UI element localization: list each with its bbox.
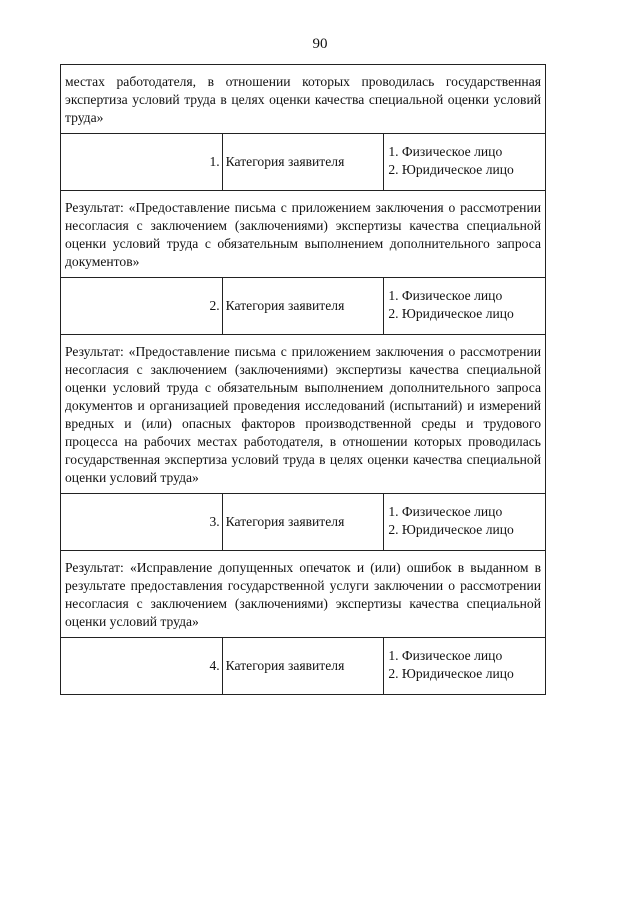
option-individual: 1. Физическое лицо bbox=[388, 648, 503, 663]
option-individual: 1. Физическое лицо bbox=[388, 504, 503, 519]
table-row bbox=[61, 134, 546, 191]
row-number: 1. bbox=[61, 134, 223, 191]
result-description: Результат: «Предоставление письма с приложением заключения о рассмотрении несогласия с заключением (заключениями) экспертизы качества специальной оценки условий труда с обязательным выполнением дополнительного запроса документов» bbox=[61, 191, 546, 278]
applicant-options bbox=[384, 638, 546, 695]
result-description: Результат: «Предоставление письма с приложением заключения о рассмотрении несогласия с заключением (заключениями) экспертизы качества специальной оценки условий труда с обязательным выполнением дополнительного запроса документов и организацией проведения исследований (испытаний) и измерений вредных и (или) опасных факторов производственной среды и трудового процесса на рабочих местах работодателя, в отношении которых проводилась государственная экспертиза условий труда в целях оценки качества специальной оценки условий труда» bbox=[61, 335, 546, 494]
row-number: 4. bbox=[61, 638, 223, 695]
result-description: местах работодателя, в отношении которых проводилась государственная экспертиза условий труда в целях оценки качества специальной оценки условий труда» bbox=[61, 65, 546, 134]
applicant-options bbox=[384, 494, 546, 551]
table-row bbox=[61, 551, 546, 638]
applicant-category-label: Категория заявителя bbox=[222, 638, 384, 695]
page-number: 90 bbox=[312, 36, 328, 52]
applicant-category-table bbox=[60, 64, 546, 695]
table-row bbox=[61, 65, 546, 134]
option-legal-entity: 2. Юридическое лицо bbox=[388, 666, 514, 681]
option-individual: 1. Физическое лицо bbox=[388, 288, 503, 303]
table-row bbox=[61, 494, 546, 551]
row-number: 3. bbox=[61, 494, 223, 551]
table-row bbox=[61, 335, 546, 494]
row-number: 2. bbox=[61, 278, 223, 335]
result-description: Результат: «Исправление допущенных опечаток и (или) ошибок в выданном в результате предоставления государственной услуги заключении о рассмотрении несогласия с заключением (заключениями) экспертизы качества специальной оценки условий труда» bbox=[61, 551, 546, 638]
applicant-category-label: Категория заявителя bbox=[222, 134, 384, 191]
option-legal-entity: 2. Юридическое лицо bbox=[388, 522, 514, 537]
applicant-category-label: Категория заявителя bbox=[222, 278, 384, 335]
option-individual: 1. Физическое лицо bbox=[388, 144, 503, 159]
applicant-options bbox=[384, 278, 546, 335]
applicant-category-label: Категория заявителя bbox=[222, 494, 384, 551]
applicant-options bbox=[384, 134, 546, 191]
option-legal-entity: 2. Юридическое лицо bbox=[388, 162, 514, 177]
table-row bbox=[61, 278, 546, 335]
table-row bbox=[61, 638, 546, 695]
option-legal-entity: 2. Юридическое лицо bbox=[388, 306, 514, 321]
table-row bbox=[61, 191, 546, 278]
